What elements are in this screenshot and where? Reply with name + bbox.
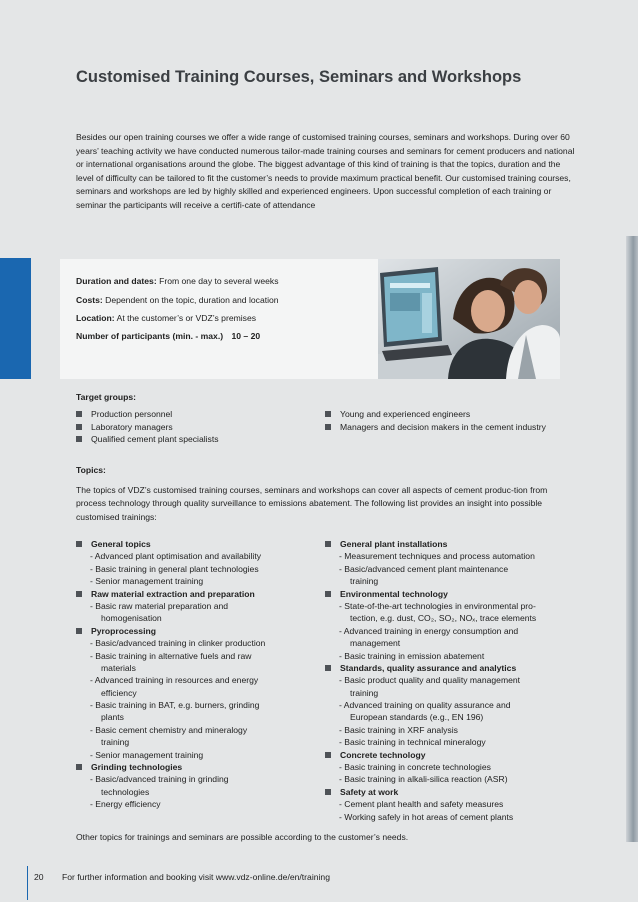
- topic-item: efficiency: [101, 687, 137, 698]
- footer-divider: [27, 866, 28, 900]
- target-groups-heading: Target groups:: [76, 392, 136, 402]
- topic-item: - Cement plant health and safety measures: [339, 799, 504, 810]
- topics-paragraph: The topics of VDZ’s customised training courses, seminars and workshops can cover all aspects of cement produc-tion from process technology through quality surveillance to emissions abatement. The following list provides an insight into possible customised trainings:: [76, 485, 548, 522]
- target-groups-left: [76, 408, 219, 446]
- topic-item: plants: [101, 712, 124, 723]
- topic-item: training: [350, 687, 379, 698]
- topic-item: - Basic training in alkali-silica reaction (ASR): [339, 774, 508, 785]
- topic-item: - Advanced plant optimisation and availability: [90, 551, 262, 562]
- bullet-square-icon: [325, 665, 331, 671]
- topic-item: - Senior management training: [90, 749, 204, 760]
- topic-item: - Basic product quality and quality management: [339, 675, 521, 686]
- page-number: 20: [34, 872, 44, 882]
- topic-category-label: General plant installations: [340, 539, 448, 549]
- bullet-square-icon: [76, 424, 82, 430]
- participants-label: Number of participants (min. - max.): [76, 331, 224, 341]
- target-group-item: [76, 421, 219, 434]
- bullet-square-icon: [325, 541, 331, 547]
- topic-category: [325, 786, 580, 798]
- topic-item: - Measurement techniques and process automation: [339, 551, 535, 562]
- target-group-item: [76, 433, 219, 446]
- topic-category: [76, 761, 316, 773]
- bullet-square-icon: [76, 628, 82, 634]
- target-group-item: [325, 421, 546, 434]
- topic-item: - Basic training in technical mineralogy: [339, 737, 486, 748]
- training-photo-illustration: [378, 259, 560, 379]
- topic-item: - State-of-the-art technologies in environmental pro-: [339, 600, 536, 611]
- topics-heading: Topics:: [76, 465, 106, 475]
- topic-category-label: Safety at work: [340, 786, 399, 797]
- topic-category-label: Grinding technologies: [91, 762, 183, 773]
- topic-category-label: Raw material extraction and preparation: [91, 588, 255, 599]
- bullet-square-icon: [76, 541, 82, 547]
- location-value: At the customer’s or VDZ’s premises: [116, 313, 257, 323]
- topic-item: - Basic raw material preparation and: [90, 600, 229, 611]
- topic-item: - Basic training in emission abatement: [339, 650, 485, 661]
- page-title: Customised Training Courses, Seminars and Workshops: [76, 68, 522, 86]
- duration-label: Duration and dates:: [76, 276, 157, 286]
- target-groups-right: [325, 408, 546, 433]
- topic-category-label: Standards, quality assurance and analytics: [340, 662, 517, 673]
- topic-item: - Working safely in hot areas of cement plants: [339, 811, 514, 822]
- costs-value: Dependent on the topic, duration and location: [105, 295, 279, 305]
- closing-note: Other topics for trainings and seminars are possible according to the customer’s needs.: [76, 832, 409, 842]
- right-edge-strip: [626, 236, 638, 842]
- bullet-square-icon: [325, 591, 331, 597]
- topics-left-column: [76, 538, 316, 811]
- bullet-square-icon: [325, 752, 331, 758]
- topic-item: technologies: [101, 786, 150, 797]
- topic-category: [325, 588, 580, 600]
- topic-item: - Basic cement chemistry and mineralogy: [90, 724, 248, 735]
- bullet-square-icon: [76, 411, 82, 417]
- topic-category-label: Environmental technology: [340, 588, 448, 599]
- topic-item: - Basic training in general plant technologies: [90, 563, 259, 574]
- training-photo: [378, 259, 560, 379]
- location-label: Location:: [76, 313, 115, 323]
- topic-category: [76, 625, 316, 637]
- footer-text: For further information and booking visit www.vdz-online.de/en/training: [62, 872, 330, 882]
- topic-item: - Basic training in concrete technologies: [339, 762, 491, 773]
- duration-line: [76, 276, 279, 286]
- topic-item: - Basic/advanced training in grinding: [90, 774, 229, 785]
- bullet-square-icon: [76, 436, 82, 442]
- target-group-label: Managers and decision makers in the cement industry: [340, 421, 546, 432]
- target-group-item: [325, 408, 546, 421]
- topic-category-label: Concrete technology: [340, 749, 426, 760]
- bullet-square-icon: [325, 411, 331, 417]
- intro-paragraph: Besides our open training courses we offer a wide range of customised training courses, seminars and workshops. During over 60 years’ teaching activity we have conducted numerous tailor-made training courses and seminars for cement producers and national or international organisations around the globe. The biggest advantage of this kind of training is that the topics, duration and the level of difficulty can be tailored to fit the customer’s needs to provide maximum practical benefit. Our customised training courses, seminars and workshops are led by highly skilled and experienced engineers. Upon successful completion of each training or seminar the participants will receive a certifi-cate of attendance: [76, 132, 575, 210]
- topic-item: materials: [101, 662, 136, 673]
- bullet-square-icon: [76, 764, 82, 770]
- topic-item: - Energy efficiency: [90, 799, 161, 810]
- topic-item: - Basic/advanced cement plant maintenance: [339, 563, 509, 574]
- participants-line: [76, 331, 260, 341]
- costs-line: [76, 295, 279, 305]
- topic-item: homogenisation: [101, 613, 162, 624]
- target-group-label: Production personnel: [91, 409, 173, 419]
- topic-category-label: Pyroprocessing: [91, 625, 156, 636]
- target-group-label: Young and experienced engineers: [340, 409, 471, 419]
- costs-label: Costs:: [76, 295, 103, 305]
- topic-item: training: [350, 576, 379, 587]
- topic-item: - Basic training in BAT, e.g. burners, grinding: [90, 700, 260, 711]
- topic-item: management: [350, 638, 401, 649]
- topic-item: - Basic training in XRF analysis: [339, 724, 458, 735]
- topic-category: [76, 588, 316, 600]
- topic-category: [325, 662, 580, 674]
- blue-side-tab: [0, 258, 31, 379]
- participants-value: 10 – 20: [231, 331, 261, 341]
- topic-category: [325, 749, 580, 761]
- bullet-square-icon: [325, 789, 331, 795]
- topics-right-column: [325, 538, 580, 823]
- topic-item: - Advanced training in energy consumption and: [339, 625, 519, 636]
- topic-category-label: General topics: [91, 539, 151, 549]
- duration-value: From one day to several weeks: [159, 276, 279, 286]
- topic-item: - Senior management training: [90, 576, 204, 587]
- target-group-label: Laboratory managers: [91, 421, 173, 432]
- target-group-item: [76, 408, 219, 421]
- topic-category: [325, 538, 580, 550]
- topic-item: - Advanced training in resources and energy: [90, 675, 259, 686]
- topic-item: - Basic/advanced training in clinker production: [90, 638, 266, 649]
- topic-item: training: [101, 737, 130, 748]
- topic-item: European standards (e.g., EN 196): [350, 712, 484, 723]
- location-line: [76, 313, 256, 323]
- topic-item: - Advanced training on quality assurance and: [339, 700, 511, 711]
- topic-category: [76, 538, 316, 550]
- topic-item: tection, e.g. dust, CO₂, SO₂, NOₓ, trace elements: [350, 613, 537, 624]
- topic-item: - Basic training in alternative fuels and raw: [90, 650, 252, 661]
- target-group-label: Qualified cement plant specialists: [91, 434, 219, 445]
- bullet-square-icon: [325, 424, 331, 430]
- bullet-square-icon: [76, 591, 82, 597]
